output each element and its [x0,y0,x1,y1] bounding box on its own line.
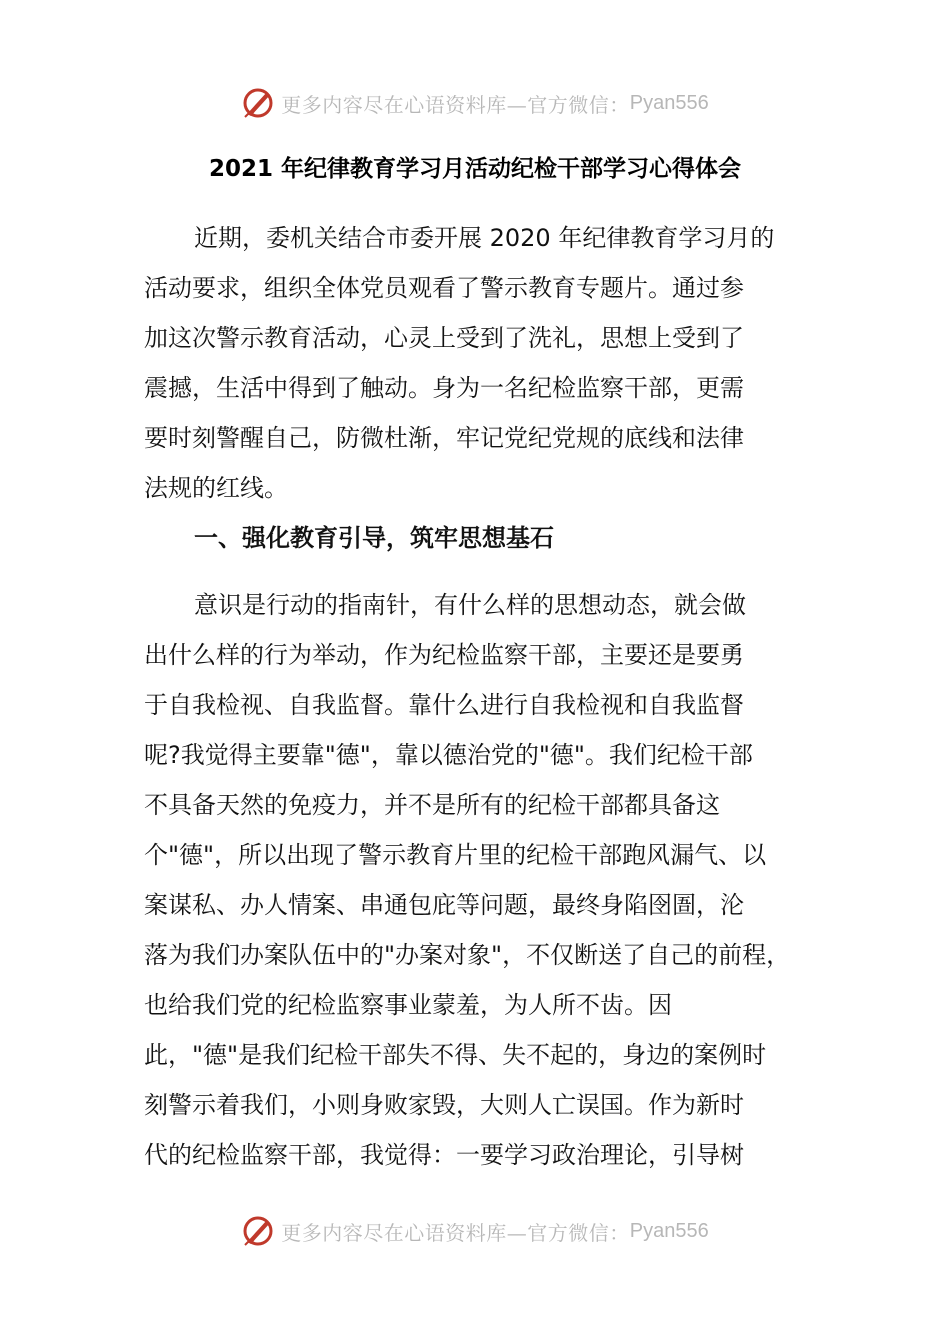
text-line: 活动要求，组织全体党员观看了警示教育专题片。通过参 [144,274,744,302]
text-line: 法规的红线。 [144,474,288,502]
text-line: 出什么样的行为举动，作为纪检监察干部，主要还是要勇 [144,641,744,669]
text-line: 意识是行动的指南针，有什么样的思想动态，就会做 [194,591,746,619]
text-line: 落为我们办案队伍中的"办案对象"，不仅断送了自己的前程， [144,941,791,969]
header-watermark [0,81,950,125]
watermark-text: 更多内容尽在心语资料库—官方微信： [281,1220,630,1245]
text-line: 代的纪检监察干部，我觉得：一要学习政治理论，引导树 [144,1141,744,1169]
text-line: 案谋私、办人情案、串通包庇等问题，最终身陷囹圄，沦 [144,891,744,919]
watermark-account: Pyan556 [629,91,709,114]
document-body [144,213,824,1180]
section-heading-1: 一、强化教育引导，筑牢思想基石 [194,524,554,552]
watermark-text: 更多内容尽在心语资料库—官方微信： [281,92,630,117]
text-line: 近期，委机关结合市委开展 2020 年纪律教育学习月的 [194,224,775,252]
text-line: 于自我检视、自我监督。靠什么进行自我检视和自我监督 [144,691,744,719]
paragraph-section-1 [144,580,824,1180]
text-line: 要时刻警醒自己，防微杜渐，牢记党纪党规的底线和法律 [144,424,744,452]
text-line: 刻警示着我们，小则身败家毁，大则人亡误国。作为新时 [144,1091,744,1119]
text-line: 不具备天然的免疫力，并不是所有的纪检干部都具备这 [144,791,720,819]
quill-logo-icon [241,86,275,120]
paragraph-intro [144,213,824,513]
document-title: 2021 年纪律教育学习月活动纪检干部学习心得体会 [208,156,742,182]
text-line: 加这次警示教育活动，心灵上受到了洗礼，思想上受到了 [144,324,744,352]
text-line: 呢?我觉得主要靠"德"，靠以德治党的"德"。我们纪检干部 [144,741,753,769]
text-line: 个"德"，所以出现了警示教育片里的纪检干部跑风漏气、以 [144,841,767,869]
footer-watermark [0,1209,950,1253]
quill-logo-icon [241,1214,275,1248]
watermark-account: Pyan556 [629,1219,709,1242]
text-line: 此，"德"是我们纪检干部失不得、失不起的，身边的案例时 [144,1041,767,1069]
text-line: 也给我们党的纪检监察事业蒙羞，为人所不齿。因 [144,991,672,1019]
text-line: 震撼，生活中得到了触动。身为一名纪检监察干部，更需 [144,374,744,402]
